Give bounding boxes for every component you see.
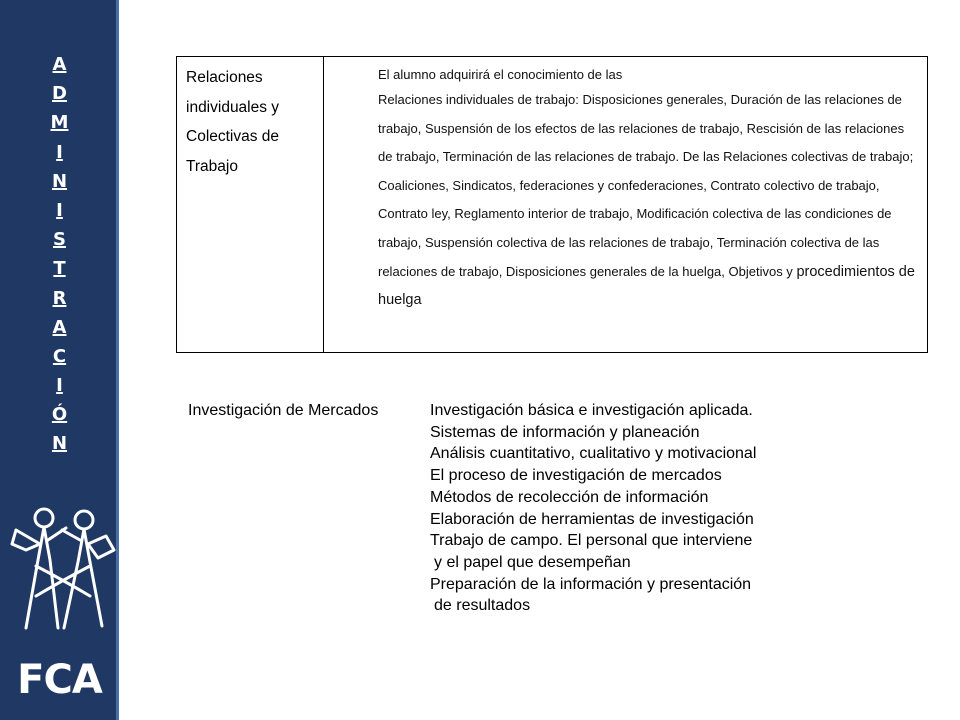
vertical-letter: I [56,199,63,221]
list-item: Elaboración de herramientas de investigación [430,510,754,528]
list-item: Análisis cuantitativo, cualitativo y motivacional [430,445,757,463]
vertical-title [0,50,119,459]
description-cell [324,57,928,353]
list-item: Sistemas de información y planeación [430,423,700,441]
vertical-letter: N [51,433,68,455]
sidebar [0,0,119,720]
syllabus-table [176,56,928,353]
vertical-letter: D [52,83,67,105]
topic-title [177,57,323,181]
topic-title-line: Relaciones [186,69,263,86]
vertical-letter: I [56,375,63,397]
list-item: Métodos de recolección de información [430,488,709,506]
market-research-title: Investigación de Mercados [188,402,379,419]
description-end: procedimientos de huelga [378,263,915,309]
topic-description [324,57,927,315]
list-item: El proceso de investigación de mercados [430,467,722,485]
vertical-letter: A [52,54,67,75]
market-research-list [430,400,756,617]
vertical-letter: I [56,141,63,163]
vertical-letter: C [52,345,67,367]
vertical-letter: M [50,112,69,134]
topic-title-line: individuales y [186,98,280,116]
vertical-letter: R [52,287,67,309]
fca-acronym: FCA [17,657,102,703]
topic-cell [177,57,324,353]
two-figures-logo-icon [8,500,118,640]
table-row [177,57,928,353]
list-item: Preparación de la información y presentación [430,575,752,593]
vertical-letter: N [51,170,68,192]
vertical-letter: S [53,229,66,251]
description-body: Relaciones individuales de trabajo: Disposiciones generales, Duración de las relaciones de trabajo, Suspensión de los efectos de las relaciones de trabajo, Rescisión de las relaciones de trabajo, Terminación de las relaciones de trabajo. De las Relaciones colectivas de trabajo; Coaliciones, Sindicatos, federaciones y confederaciones, Contrato colectivo de trabajo, Contrato ley, Reglamento interior de trabajo, Modificación colectiva de las condiciones de trabajo, Suspensión colectiva de las relaciones de trabajo, Terminación colectiva de las relaciones de trabajo, Disposiciones generales de la huelga, Objetivos y [378,92,914,279]
topic-title-line: Trabajo [186,157,238,175]
list-item: y el papel que desempeñan [434,553,631,571]
list-item: Investigación básica e investigación aplicada. [430,402,753,419]
list-item: de resultados [434,597,531,615]
vertical-letter: Ó [51,404,68,426]
description-intro: El alumno adquirirá el conocimiento de las [378,67,623,82]
topic-title-line: Colectivas de [186,128,280,146]
vertical-letter: T [53,258,66,280]
vertical-letter: A [52,316,67,338]
list-item: Trabajo de campo. El personal que interviene [430,532,753,550]
